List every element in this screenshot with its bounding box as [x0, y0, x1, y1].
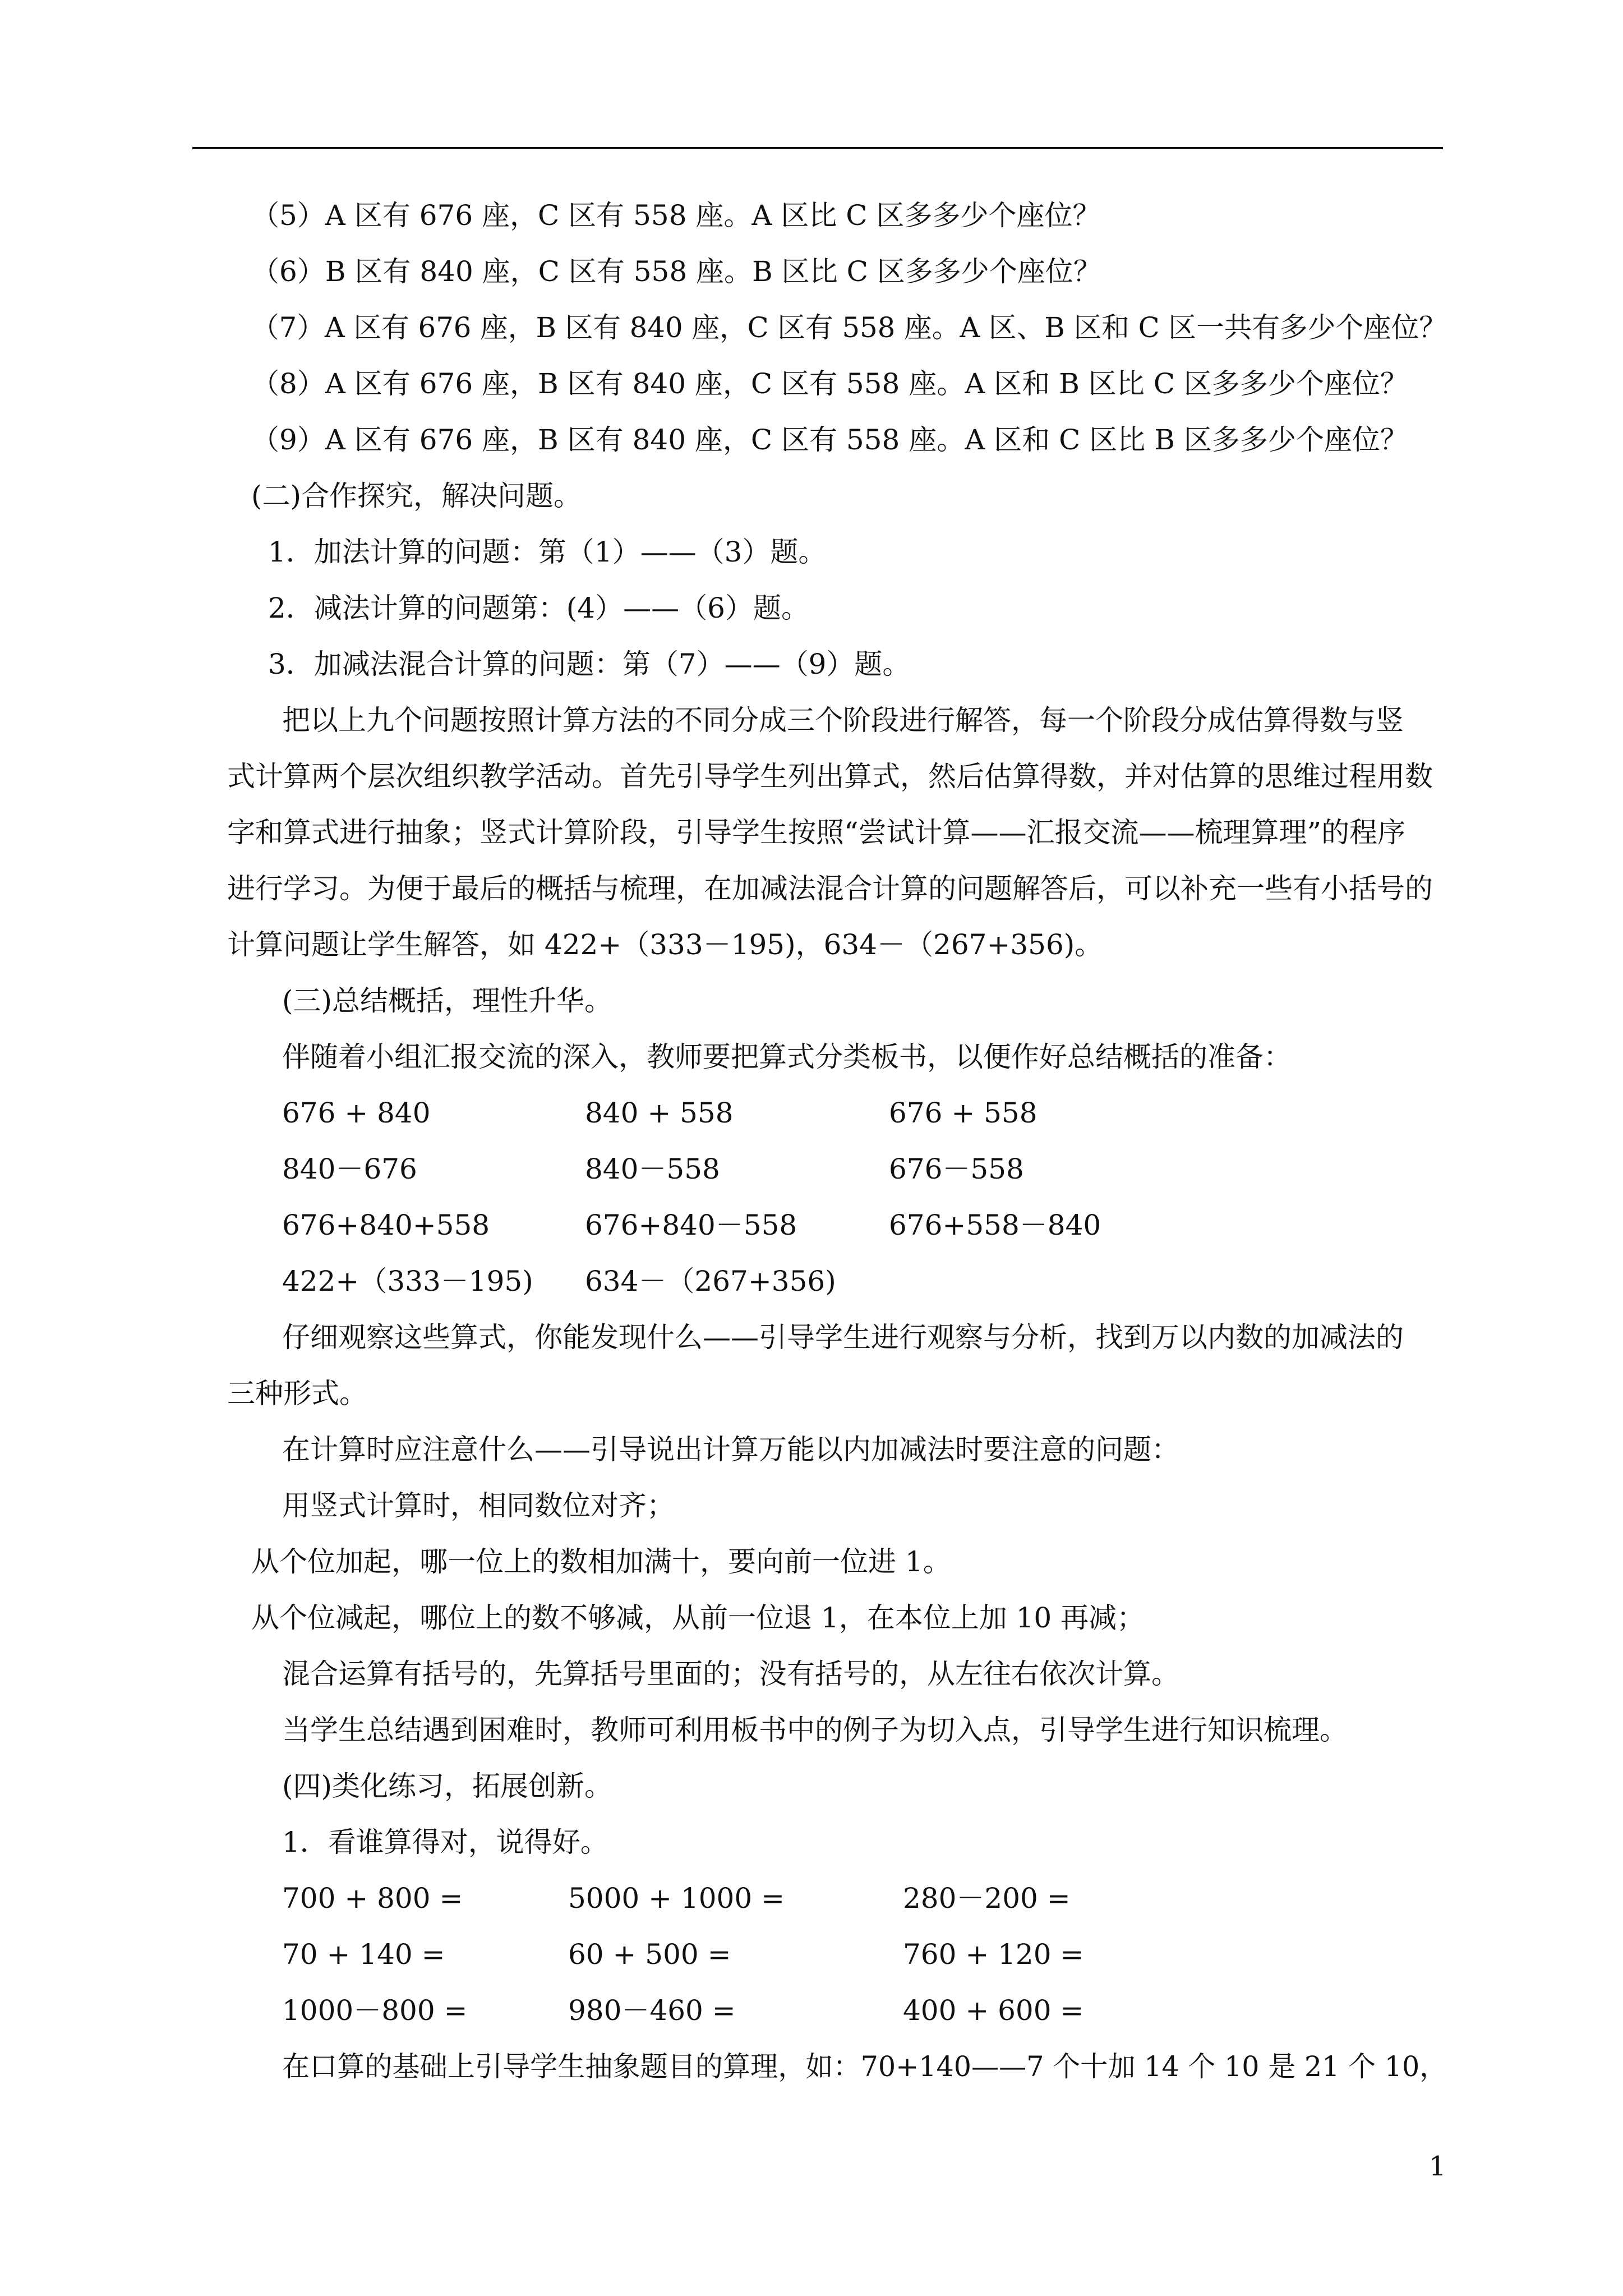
- section3-heading: (三)总结概括，理性升华。: [282, 984, 613, 1017]
- formula-r3-c1: 676+840+558: [282, 1209, 490, 1241]
- section2-item-2: 2．减法计算的问题第：(4）——（6）题。: [268, 592, 809, 624]
- rule-2: 从个位加起，哪一位上的数相加满十，要向前一位进 1。: [251, 1545, 951, 1578]
- question-5: （5）A 区有 676 座，C 区有 558 座。A 区比 C 区多多少个座位？: [251, 199, 1101, 232]
- header-rule: [192, 147, 1443, 149]
- section3-intro: 伴随着小组汇报交流的深入，教师要把算式分类板书，以便作好总结概括的准备：: [282, 1041, 1292, 1073]
- exercise-r2-c1: 70 + 140 =: [282, 1938, 445, 1971]
- rule-1: 用竖式计算时，相同数位对齐；: [282, 1489, 675, 1522]
- section4-heading: (四)类化练习，拓展创新。: [282, 1770, 613, 1802]
- section2-heading: (二)合作探究，解决问题。: [251, 480, 582, 512]
- formula-r4-c2: 634－（267+356): [585, 1265, 836, 1297]
- question-9: （9）A 区有 676 座，B 区有 840 座，C 区有 558 座。A 区和 C 区比 B 区多多少个座位？: [251, 424, 1408, 456]
- formula-r2-c1: 840－676: [282, 1153, 417, 1185]
- closing-line: 在口算的基础上引导学生抽象题目的算理，如：70+140——7 个十加 14 个 10 是 21 个 10，: [282, 2050, 1447, 2083]
- formula-r1-c1: 676 + 840: [282, 1097, 431, 1129]
- section2-item-3: 3．加减法混合计算的问题：第（7）——（9）题。: [268, 648, 911, 680]
- exercise-r2-c2: 60 + 500 =: [568, 1938, 731, 1971]
- formula-r1-c2: 840 + 558: [585, 1097, 734, 1129]
- exercise-r1-c1: 700 + 800 =: [282, 1882, 463, 1915]
- exercise-r3-c2: 980－460 =: [568, 1994, 736, 2027]
- question-7: （7）A 区有 676 座，B 区有 840 座，C 区有 558 座。A 区、B 区和 C 区一共有多少个座位？: [251, 311, 1447, 344]
- section4-item-1: 1．看谁算得对，说得好。: [282, 1826, 608, 1858]
- exercise-r3-c3: 400 + 600 =: [903, 1994, 1084, 2027]
- formula-r1-c3: 676 + 558: [889, 1097, 1038, 1129]
- exercise-r1-c3: 280－200 =: [903, 1882, 1071, 1915]
- formula-r2-c2: 840－558: [585, 1153, 720, 1185]
- observe-line-1: 仔细观察这些算式，你能发现什么——引导学生进行观察与分析，找到万以内数的加减法的: [282, 1321, 1404, 1354]
- paragraph-line-1: 把以上九个问题按照计算方法的不同分成三个阶段进行解答，每一个阶段分成估算得数与竖: [282, 704, 1404, 737]
- question-6: （6）B 区有 840 座，C 区有 558 座。B 区比 C 区多多少个座位？: [251, 255, 1101, 288]
- paragraph-line-5: 计算问题让学生解答，如 422+（333－195)，634－（267+356)。: [227, 928, 1103, 961]
- attention-line: 在计算时应注意什么——引导说出计算万能以内加减法时要注意的问题：: [282, 1433, 1179, 1466]
- rule-3: 从个位减起，哪位上的数不够减，从前一位退 1，在本位上加 10 再减；: [251, 1602, 1145, 1634]
- paragraph-line-2: 式计算两个层次组织教学活动。首先引导学生列出算式，然后估算得数，并对估算的思维过程用数: [227, 760, 1433, 793]
- difficulty-line: 当学生总结遇到困难时，教师可利用板书中的例子为切入点，引导学生进行知识梳理。: [282, 1714, 1348, 1746]
- exercise-r1-c2: 5000 + 1000 =: [568, 1882, 785, 1915]
- formula-r2-c3: 676－558: [889, 1153, 1024, 1185]
- formula-r3-c3: 676+558－840: [889, 1209, 1101, 1241]
- exercise-r3-c1: 1000－800 =: [282, 1994, 468, 2027]
- paragraph-line-3: 字和算式进行抽象；竖式计算阶段，引导学生按照“尝试计算——汇报交流——梳理算理”的程序: [227, 816, 1406, 849]
- page-number: 1: [1429, 2151, 1446, 2182]
- formula-r3-c2: 676+840－558: [585, 1209, 797, 1241]
- observe-line-2: 三种形式。: [227, 1377, 367, 1410]
- formula-r4-c1: 422+（333－195): [282, 1265, 533, 1297]
- rule-4: 混合运算有括号的，先算括号里面的；没有括号的，从左往右依次计算。: [282, 1658, 1179, 1690]
- question-8: （8）A 区有 676 座，B 区有 840 座，C 区有 558 座。A 区和 B 区比 C 区多多少个座位？: [251, 367, 1408, 400]
- exercise-r2-c3: 760 + 120 =: [903, 1938, 1084, 1971]
- section2-item-1: 1．加法计算的问题：第（1）——（3）题。: [268, 536, 827, 568]
- paragraph-line-4: 进行学习。为便于最后的概括与梳理，在加减法混合计算的问题解答后，可以补充一些有小括号的: [227, 872, 1433, 905]
